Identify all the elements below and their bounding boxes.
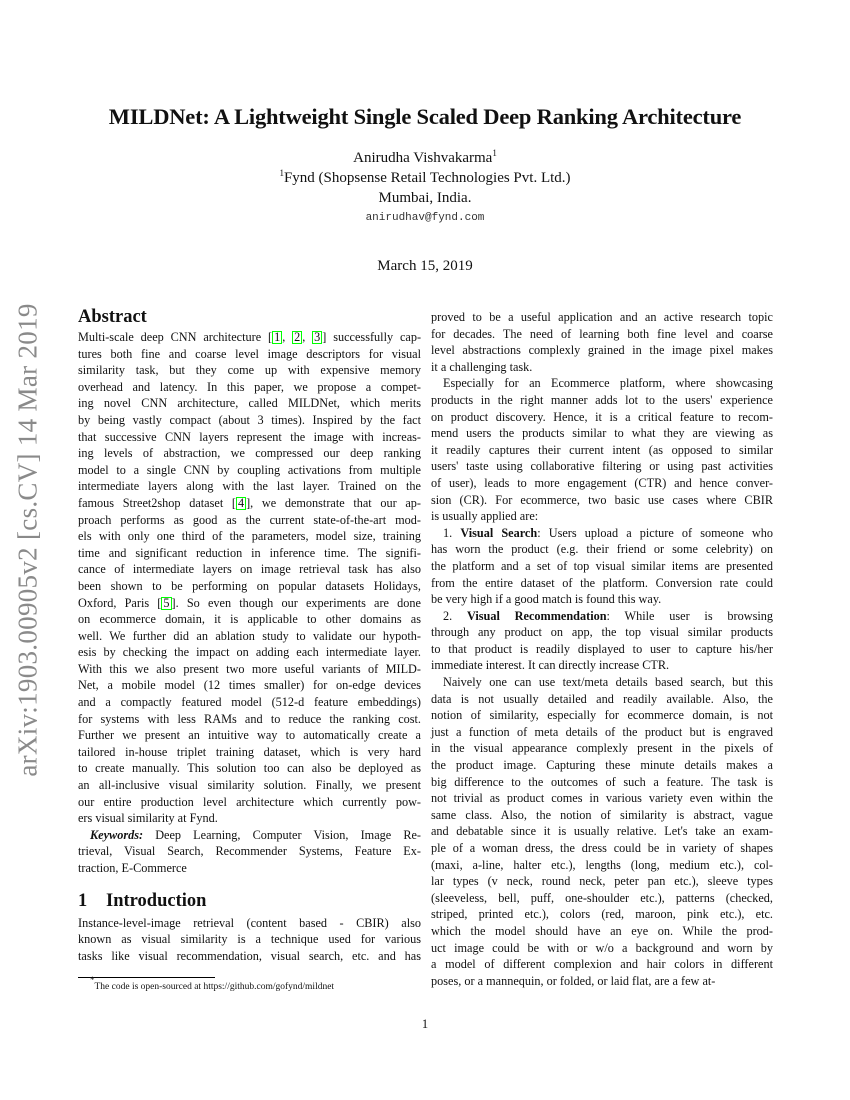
text-line: through any product on app, the top visual similar products (431, 625, 773, 640)
text-line: traction, E-Commerce (78, 861, 187, 875)
text-line: els with only one third of the parameters, model size, training (78, 529, 421, 544)
text-line: been shown to be performing on popular datasets Holidays, (78, 578, 421, 593)
text-line: esis by checking the impact on adding each intermediate layer. (78, 645, 421, 660)
text-line: well. We further did an ablation study to validate our hypoth- (78, 628, 421, 643)
text-line: overhead and latency. In this paper, we propose a compet- (78, 379, 421, 394)
page-number: 1 (421, 1017, 429, 1031)
affiliation-name: Fynd (Shopsense Retail Technologies Pvt. Ltd.) (283, 170, 571, 186)
citation-link[interactable]: 2 (294, 330, 301, 344)
text-line: and debatable since it is usually relative. Let's take an exam- (431, 824, 773, 839)
text-line: (sleeveless, bell, puff, one-shoulder etc.), patterns (checked, (431, 890, 773, 905)
text-line: and a compactly featured model (512-d feature embeddings) (78, 695, 421, 710)
text-line: same class. Also, the notion of similarity is abstract, vague (431, 807, 773, 822)
text-line: the platform and a set of top visual similar items are presented (431, 558, 773, 573)
text-line: model to a single CNN by coupling activations from multiple (78, 462, 421, 477)
citation-link[interactable]: 5 (163, 595, 170, 610)
text-line: ple of a woman dress, the dress could be in variety of shapes (431, 841, 773, 855)
text-line: it a challenging task. (431, 359, 533, 374)
citation-link[interactable]: 3 (314, 330, 321, 344)
text-line: Keywords: Deep Learning, Computer Vision, Image Re- (90, 827, 421, 842)
footnote-mark: * (90, 975, 95, 985)
paragraph (78, 827, 421, 877)
text-line: ing levels of abstraction, we compressed our deep ranking (78, 446, 421, 461)
text-line: lar types (v neck, round neck, peter pan etc.), sleeve types (431, 874, 773, 889)
text-line: famous Street2shop dataset [ 4 ], we demonstrate that our ap- (78, 495, 421, 510)
text-line: sion (CR). For ecommerce, two basic use cases where CBIR (431, 492, 773, 507)
text-line: tures both fine and coarse level image descriptors for visual (78, 346, 421, 361)
paper-title: MILDNet: A Lightweight Single Scaled Deep Ranking Architecture (108, 104, 742, 129)
text-line: similarity task, but they come up with expensive memory (78, 363, 421, 378)
text-line: a model of different complexion and hair colors in different (431, 957, 773, 972)
text-line: trieval, Visual Search, Recommender Systems, Feature Ex- (78, 844, 421, 859)
text-line: on ecommerce domain, it is applicable to other domains as (78, 612, 421, 627)
section-heading-introduction (78, 887, 421, 915)
text-line: be very high if a good match is found this way. (431, 592, 662, 607)
introduction-body-left (78, 915, 421, 965)
author-name: Anirudha Vishvakarma (353, 150, 493, 166)
footnote-text: The code is open-sourced at https://github.com/gofynd/mildnet (94, 982, 335, 992)
abstract-body (78, 329, 421, 877)
text-line: uct image could be with or w/o a background and worn by (431, 940, 773, 955)
text-line: notion of similarity, especially for ecommerce domain, is not (431, 708, 773, 723)
text-line: ers visual similarity at Fynd. (78, 811, 218, 826)
text-line: an all-inclusive visual similarity solution. Finally, we present (78, 778, 421, 793)
author-email[interactable]: anirudhav@fynd.com (365, 212, 485, 224)
paragraph (431, 309, 773, 375)
text-line: Net, a mobile model (12 times smaller) for on-edge devices (78, 678, 421, 693)
text-line: (maxi, a-line, halter etc.), lengths (long, medium etc.), col- (431, 857, 773, 872)
arxiv-identifier-sidebar: arXiv:1903.00905v2 [cs.CV] 14 Mar 2019 (12, 303, 43, 777)
text-line: just a function of meta details of the product but is engraved (431, 724, 773, 739)
text-line: tasks like visual recommendation, visual search, etc. and has (78, 948, 421, 963)
paper-date: March 15, 2019 (377, 258, 473, 274)
text-line: for decades. The need of learning both fine level and coarse (431, 326, 773, 341)
section-number: 1 (78, 890, 88, 911)
text-line: Especially for an Ecommerce platform, where showcasing (443, 376, 773, 391)
text-line: to create manually. This solution too can also be deployed as (78, 761, 421, 776)
footnote-divider (78, 977, 215, 978)
paragraph (431, 674, 773, 989)
text-line: level abstractions complexly grained in the image pixel makes (431, 343, 773, 358)
paragraph (78, 915, 421, 965)
text-line: by being vastly compact (about 3 times). Inspired by the fact (78, 412, 421, 427)
bold-term: Visual Search (460, 525, 538, 540)
affiliation-city: Mumbai, India. (378, 190, 472, 206)
text-line: mend users the products similar to what they are viewing as (431, 426, 773, 441)
text-line: proved to be a useful application and an active research topic (431, 310, 773, 324)
text-line: not trivial as product comes in various variety even within the (431, 791, 773, 806)
text-line: for systems with less RAMs and to reduce the ranking cost. (78, 711, 421, 726)
text-line: our entire production level architecture which currently pow- (78, 794, 421, 809)
text-line: products in the right manner adds lot to the users' experience (431, 392, 773, 407)
text-line: Naively one can use text/meta details based search, but this (443, 675, 773, 690)
text-line: Multi-scale deep CNN architecture [ 1 , 2 , 3 ] successfully cap- (78, 330, 422, 344)
text-line: 2. Visual Recommendation: While user is browsing (443, 608, 773, 623)
footnote (90, 975, 335, 992)
text-line: cance of intermediate layers on image retrieval task has also (78, 562, 421, 577)
bold-term: Visual Recommendation (466, 608, 607, 623)
author (0, 150, 850, 167)
text-line: big difference to the outcomes of such a feature. The task is (431, 774, 773, 789)
text-line: which the model should have an eye on. While the prod- (431, 923, 773, 938)
affiliation (0, 170, 850, 187)
text-line: Further we present an intuitive way to automatically create a (78, 728, 421, 743)
text-line: data is not usually detailed and readily available. Also, the (431, 691, 773, 706)
keywords-label: Keywords: (90, 827, 144, 842)
text-line: proach performs as good as the current state-of-the-art mod- (78, 512, 421, 527)
paragraph (431, 375, 773, 524)
text-line: of user), leads to more engagement (CTR) and hence conver- (431, 475, 773, 490)
text-line: time and significant reduction in inference time. The signifi- (78, 545, 421, 560)
abstract-heading: Abstract (78, 307, 147, 327)
text-line: in the visual appearance complexly present in the pixels of (431, 741, 773, 756)
text-line: tailored in-house triplet training dataset, which is very hard (78, 744, 421, 759)
citation-link[interactable]: 4 (237, 495, 245, 510)
affiliation-mark: 1 (279, 168, 284, 178)
text-line: intermediate layers along with the last layer. Trained on the (78, 479, 421, 494)
text-line: immediate interest. It can directly increase CTR. (431, 658, 670, 673)
text-line: users' taste using collaborative filtering or using past activities (431, 459, 773, 474)
paragraph (78, 329, 421, 827)
text-line: to that product is readily displayed to user to capture his/her (431, 641, 773, 656)
right-column (431, 309, 773, 989)
text-line: striped, printed etc.), colors (red, maroon, pink etc.), etc. (431, 907, 773, 922)
text-line: Oxford, Paris [ 5 ]. So even though our experiments are done (78, 595, 421, 610)
text-line: it readily captures their current intent (as opposed to similar (431, 442, 773, 457)
text-line: known as visual similarity is a technique used for various (78, 932, 421, 947)
author-affiliation-mark: 1 (492, 148, 497, 158)
text-line: has worn the product (e.g. their friend or some celebrity) on (431, 542, 773, 557)
text-line: is usually applied are: (431, 509, 539, 524)
text-line: on product discovery. Hence, it is a critical feature to recom- (431, 409, 773, 424)
text-line: With this we also present two more useful variants of MILD- (78, 661, 421, 676)
introduction-body-right (431, 309, 773, 989)
text-line: Instance-level-image retrieval (content based - CBIR) also (78, 915, 421, 930)
text-line: ing novel CNN architecture, called MILDNet, which merits (78, 396, 421, 411)
text-line: poses, or a mannequin, or folded, or laid flat, are a few at- (431, 973, 716, 988)
section-title: Introduction (106, 890, 207, 911)
citation-link[interactable]: 1 (274, 330, 281, 344)
text-line: the product image. Capturing these minute details makes a (431, 758, 773, 773)
paragraph (431, 525, 773, 608)
text-line: from the entire dataset of the platform. Conversion rate could (431, 575, 773, 590)
left-column (78, 305, 421, 964)
paragraph (431, 608, 773, 674)
text-line: that successive CNN layers represent the image with increas- (78, 429, 421, 444)
text-line: 1. Visual Search: Users upload a picture of someone who (443, 525, 773, 540)
